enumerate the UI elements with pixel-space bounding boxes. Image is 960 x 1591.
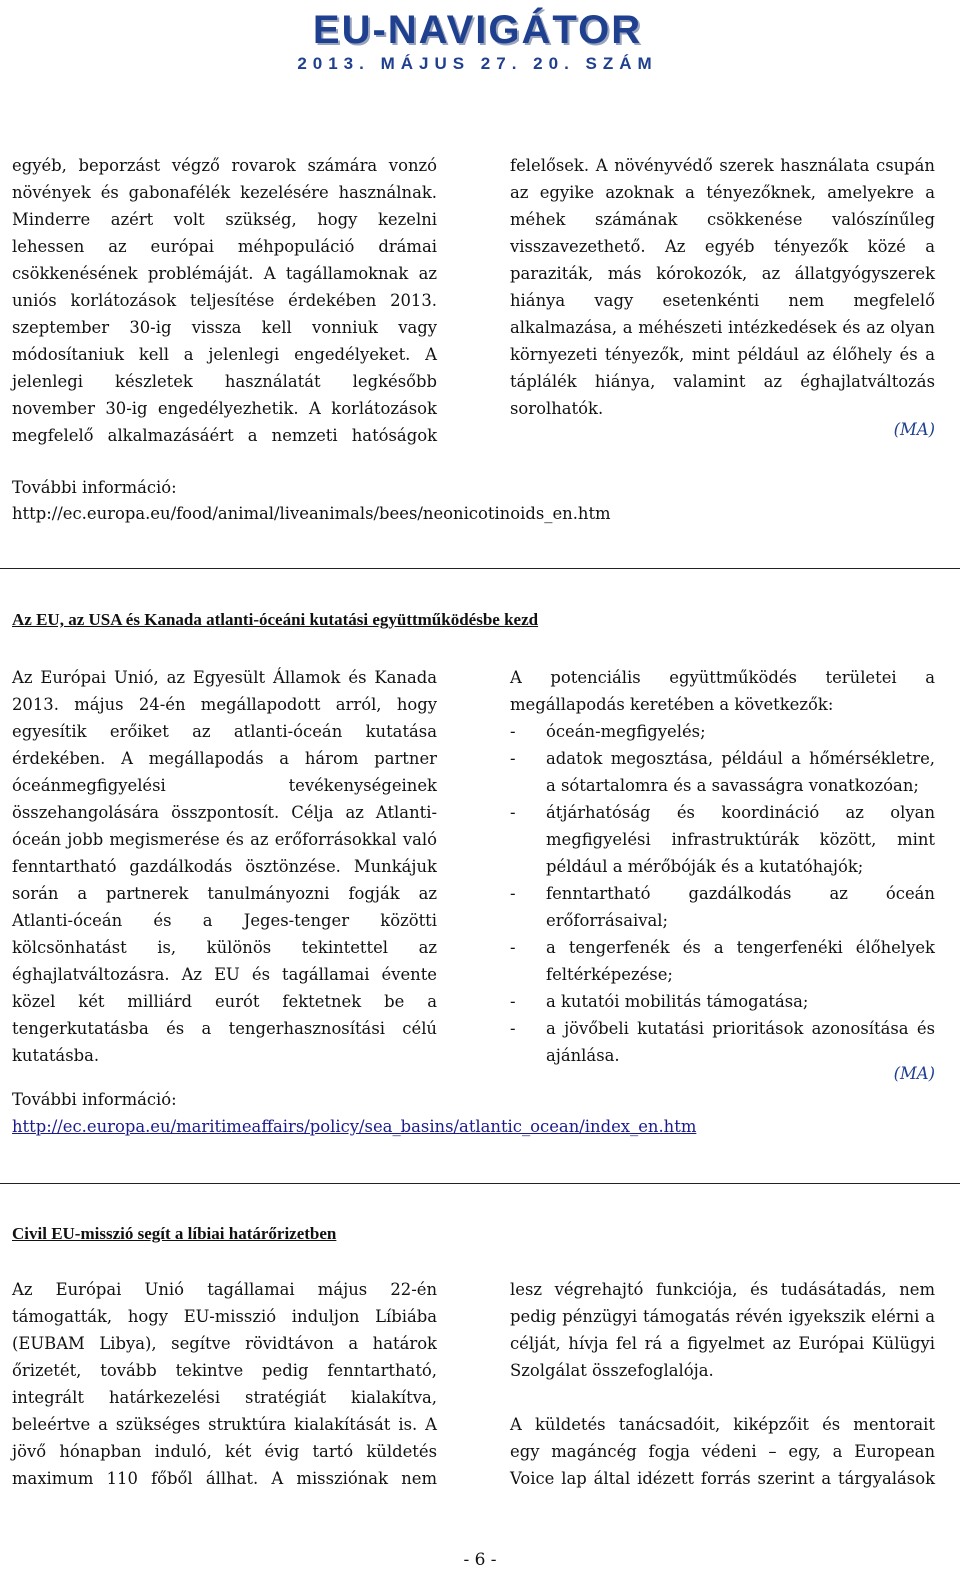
article3-right-column — [510, 1276, 935, 1492]
article1-left-column — [12, 152, 437, 449]
text-line: lehessen az európai méhpopuláció drámai — [12, 237, 437, 256]
page-number: - 6 - — [463, 1550, 497, 1570]
text-line: pedig pénzügyi támogatás révén igyekszik elérni a — [510, 1307, 935, 1326]
text-line: az egyike azoknak a tényezőknek, amelyekre a — [510, 183, 935, 202]
text-line: összehangolására összpontosít. Célja az Atlanti- — [12, 803, 437, 822]
text-line: jövő hónapban induló, két évig tartó küldetés — [12, 1442, 437, 1461]
text-line: erőforrásaival; — [546, 911, 669, 930]
text-line: maximum 110 főből állhat. A missziónak nem — [12, 1469, 437, 1488]
article1-right-column — [510, 152, 935, 422]
author-tag: (MA) — [893, 420, 935, 439]
text-line: őrizetét, tovább tekintve pedig fenntartható, — [12, 1361, 437, 1380]
text-line: felelősek. A növényvédő szerek használata csupán — [510, 156, 935, 175]
text-line: hiánya vagy esetenkénti nem megfelelő — [510, 291, 935, 310]
text-line: méhek számának csökkenése valószínűleg — [510, 210, 935, 229]
text-line: csökkenésének problémáját. A tagállamoknak az — [12, 264, 437, 283]
text-line: táplálék hiánya, valamint az éghajlatváltozás — [510, 372, 935, 391]
text-line: 2013. május 24-én megállapodott arról, hogy — [12, 695, 437, 714]
text-line: a jövőbeli kutatási prioritások azonosítása és — [546, 1019, 935, 1038]
article2-title: Az EU, az USA és Kanada atlanti-óceáni kutatási együttműködésbe kezd — [12, 610, 539, 629]
list-item-text — [546, 745, 935, 799]
bullet-dash: - — [510, 803, 516, 822]
text-line: feltérképezése; — [546, 965, 673, 984]
more-info-label: További információ: — [12, 1090, 177, 1109]
text-line: paraziták, más kórokozók, az állatgyógyszerek — [510, 264, 935, 283]
text-line: fenntartható gazdálkodás ösztönzése. Munkájuk — [12, 857, 437, 876]
text-line: a kutatói mobilitás támogatása; — [546, 992, 809, 1011]
text-line: megfigyelési infrastruktúrák között, mint — [546, 830, 935, 849]
text-line: Szolgálat összefoglalója. — [510, 1361, 714, 1380]
text-line: visszavezethető. Az egyéb tényezők közé a — [510, 237, 935, 256]
bullet-dash: - — [510, 884, 516, 903]
text-line: egyesítik erőiket az atlanti-óceán kutatása — [12, 722, 437, 741]
list-item — [510, 880, 935, 934]
text-line: átjárhatóság és koordináció az olyan — [546, 803, 935, 822]
text-line: támogatták, hogy EU-misszió induljon Líbiába — [12, 1307, 437, 1326]
list-item — [510, 718, 935, 745]
text-line: egyéb, beporzást végző rovarok számára vonzó — [12, 156, 437, 175]
text-line: tengerkutatásba és a tengerhasznosítási célú — [12, 1019, 437, 1038]
text-line: beleértve a szükséges struktúra kialakítását is. A — [12, 1415, 437, 1434]
text-line: növények és gabonafélék kezelésére használnak. — [12, 183, 437, 202]
more-info-label: További információ: — [12, 478, 177, 497]
bullet-dash: - — [510, 722, 516, 741]
bullet-dash: - — [510, 992, 516, 1011]
article2-right-column — [510, 664, 935, 1069]
text-line: kölcsönhatást is, különös tekintettel az — [12, 938, 437, 957]
text-line: Az Európai Unió tagállamai május 22-én — [12, 1280, 437, 1299]
text-line: a sótartalomra és a savasságra vonatkozóan; — [546, 776, 919, 795]
text-line: fenntartható gazdálkodás az óceán — [546, 884, 935, 903]
text-line: lesz végrehajtó funkciója, és tudásátadás, nem — [510, 1280, 935, 1299]
text-line: óceánmegfigyelési tevékenységeinek — [12, 776, 437, 795]
text-line: óceán-megfigyelés; — [546, 722, 706, 741]
text-line: A potenciális együttműködés területei a — [510, 668, 935, 687]
text-line: alkalmazása, a méhészeti intézkedések és az olyan — [510, 318, 935, 337]
text-line: éghajlatváltozásra. Az EU és tagállamai évente — [12, 965, 437, 984]
list-item — [510, 988, 935, 1015]
more-info-link[interactable]: http://ec.europa.eu/maritimeaffairs/policy/sea_basins/atlantic_ocean/index_en.htm — [12, 1117, 697, 1136]
text-line: szeptember 30-ig vissza kell vonniuk vagy — [12, 318, 437, 337]
text-line: megfelelő alkalmazásáért a nemzeti hatóságok — [12, 426, 437, 445]
bullet-dash: - — [510, 749, 516, 768]
text-line: jelenlegi készletek használatát legkésőbb — [12, 372, 437, 391]
text-line: kutatásba. — [12, 1046, 100, 1065]
text-line: Minderre azért volt szükség, hogy kezelni — [12, 210, 437, 229]
text-line: érdekében. A megállapodás a három partner — [12, 749, 437, 768]
author-tag: (MA) — [893, 1064, 935, 1083]
bullet-dash: - — [510, 1019, 516, 1038]
list-item-text — [546, 988, 935, 1015]
text-line: Atlanti-óceán és a Jeges-tenger közötti — [12, 911, 437, 930]
text-line: például a mérőbóják és a kutatóhajók; — [546, 857, 864, 876]
text-line: egy magáncég fogja védeni – egy, a European — [510, 1442, 935, 1461]
text-line: módosítaniuk kell a jelenlegi engedélyeket. A — [12, 345, 437, 364]
text-line: november 30-ig engedélyezhetik. A korlátozások — [12, 399, 437, 418]
more-info-link[interactable]: http://ec.europa.eu/food/animal/liveanimals/bees/neonicotinoids_en.htm — [12, 504, 611, 523]
list-item — [510, 799, 935, 880]
list-item — [510, 934, 935, 988]
list-item-text — [546, 880, 935, 934]
text-line: környezeti tényezők, mint például az élőhely és a — [510, 345, 935, 364]
text-line: során a partnerek tanulmányozni fogják az — [12, 884, 437, 903]
text-line: Voice lap által idézett forrás szerint a tárgyalások — [510, 1469, 935, 1488]
article3-left-column — [12, 1276, 437, 1492]
text-line: a tengerfenék és a tengerfenéki élőhelyek — [546, 938, 935, 957]
bullet-dash: - — [510, 938, 516, 957]
text-line: adatok megosztása, például a hőmérsékletre, — [546, 749, 935, 768]
text-line: óceán jobb megismerése és az erőforrásokkal való — [12, 830, 437, 849]
list-item-text — [546, 718, 935, 745]
text-line: sorolhatók. — [510, 399, 604, 418]
text-line: (EUBAM Libya), segítve rövidtávon a határok — [12, 1334, 437, 1353]
article3-title: Civil EU-misszió segít a líbiai határőrizetben — [12, 1224, 337, 1243]
section-divider — [0, 568, 960, 569]
text-line: ajánlása. — [546, 1046, 620, 1065]
section-divider — [0, 1183, 960, 1184]
article2-left-column — [12, 664, 437, 1069]
paragraph-spacer — [510, 1384, 935, 1411]
issue-date: 2013. MÁJUS 27. 20. SZÁM — [297, 54, 658, 73]
list-item-text — [546, 799, 935, 880]
newsletter-title: EU-NAVIGÁTOR — [312, 8, 643, 52]
text-line: közel két milliárd eurót fektetnek be a — [12, 992, 437, 1011]
text-line: integrált határkezelési stratégiát kialakítva, — [12, 1388, 437, 1407]
text-line: Az Európai Unió, az Egyesült Államok és Kanada — [12, 668, 437, 687]
list-item — [510, 745, 935, 799]
list-item-text — [546, 934, 935, 988]
text-line: A küldetés tanácsadóit, kiképzőit és mentorait — [510, 1415, 935, 1434]
text-line: célját, hívja fel rá a figyelmet az Európai Külügyi — [510, 1334, 935, 1353]
text-line: megállapodás keretében a következők: — [510, 695, 834, 714]
text-line: uniós korlátozások teljesítése érdekében 2013. — [12, 291, 437, 310]
